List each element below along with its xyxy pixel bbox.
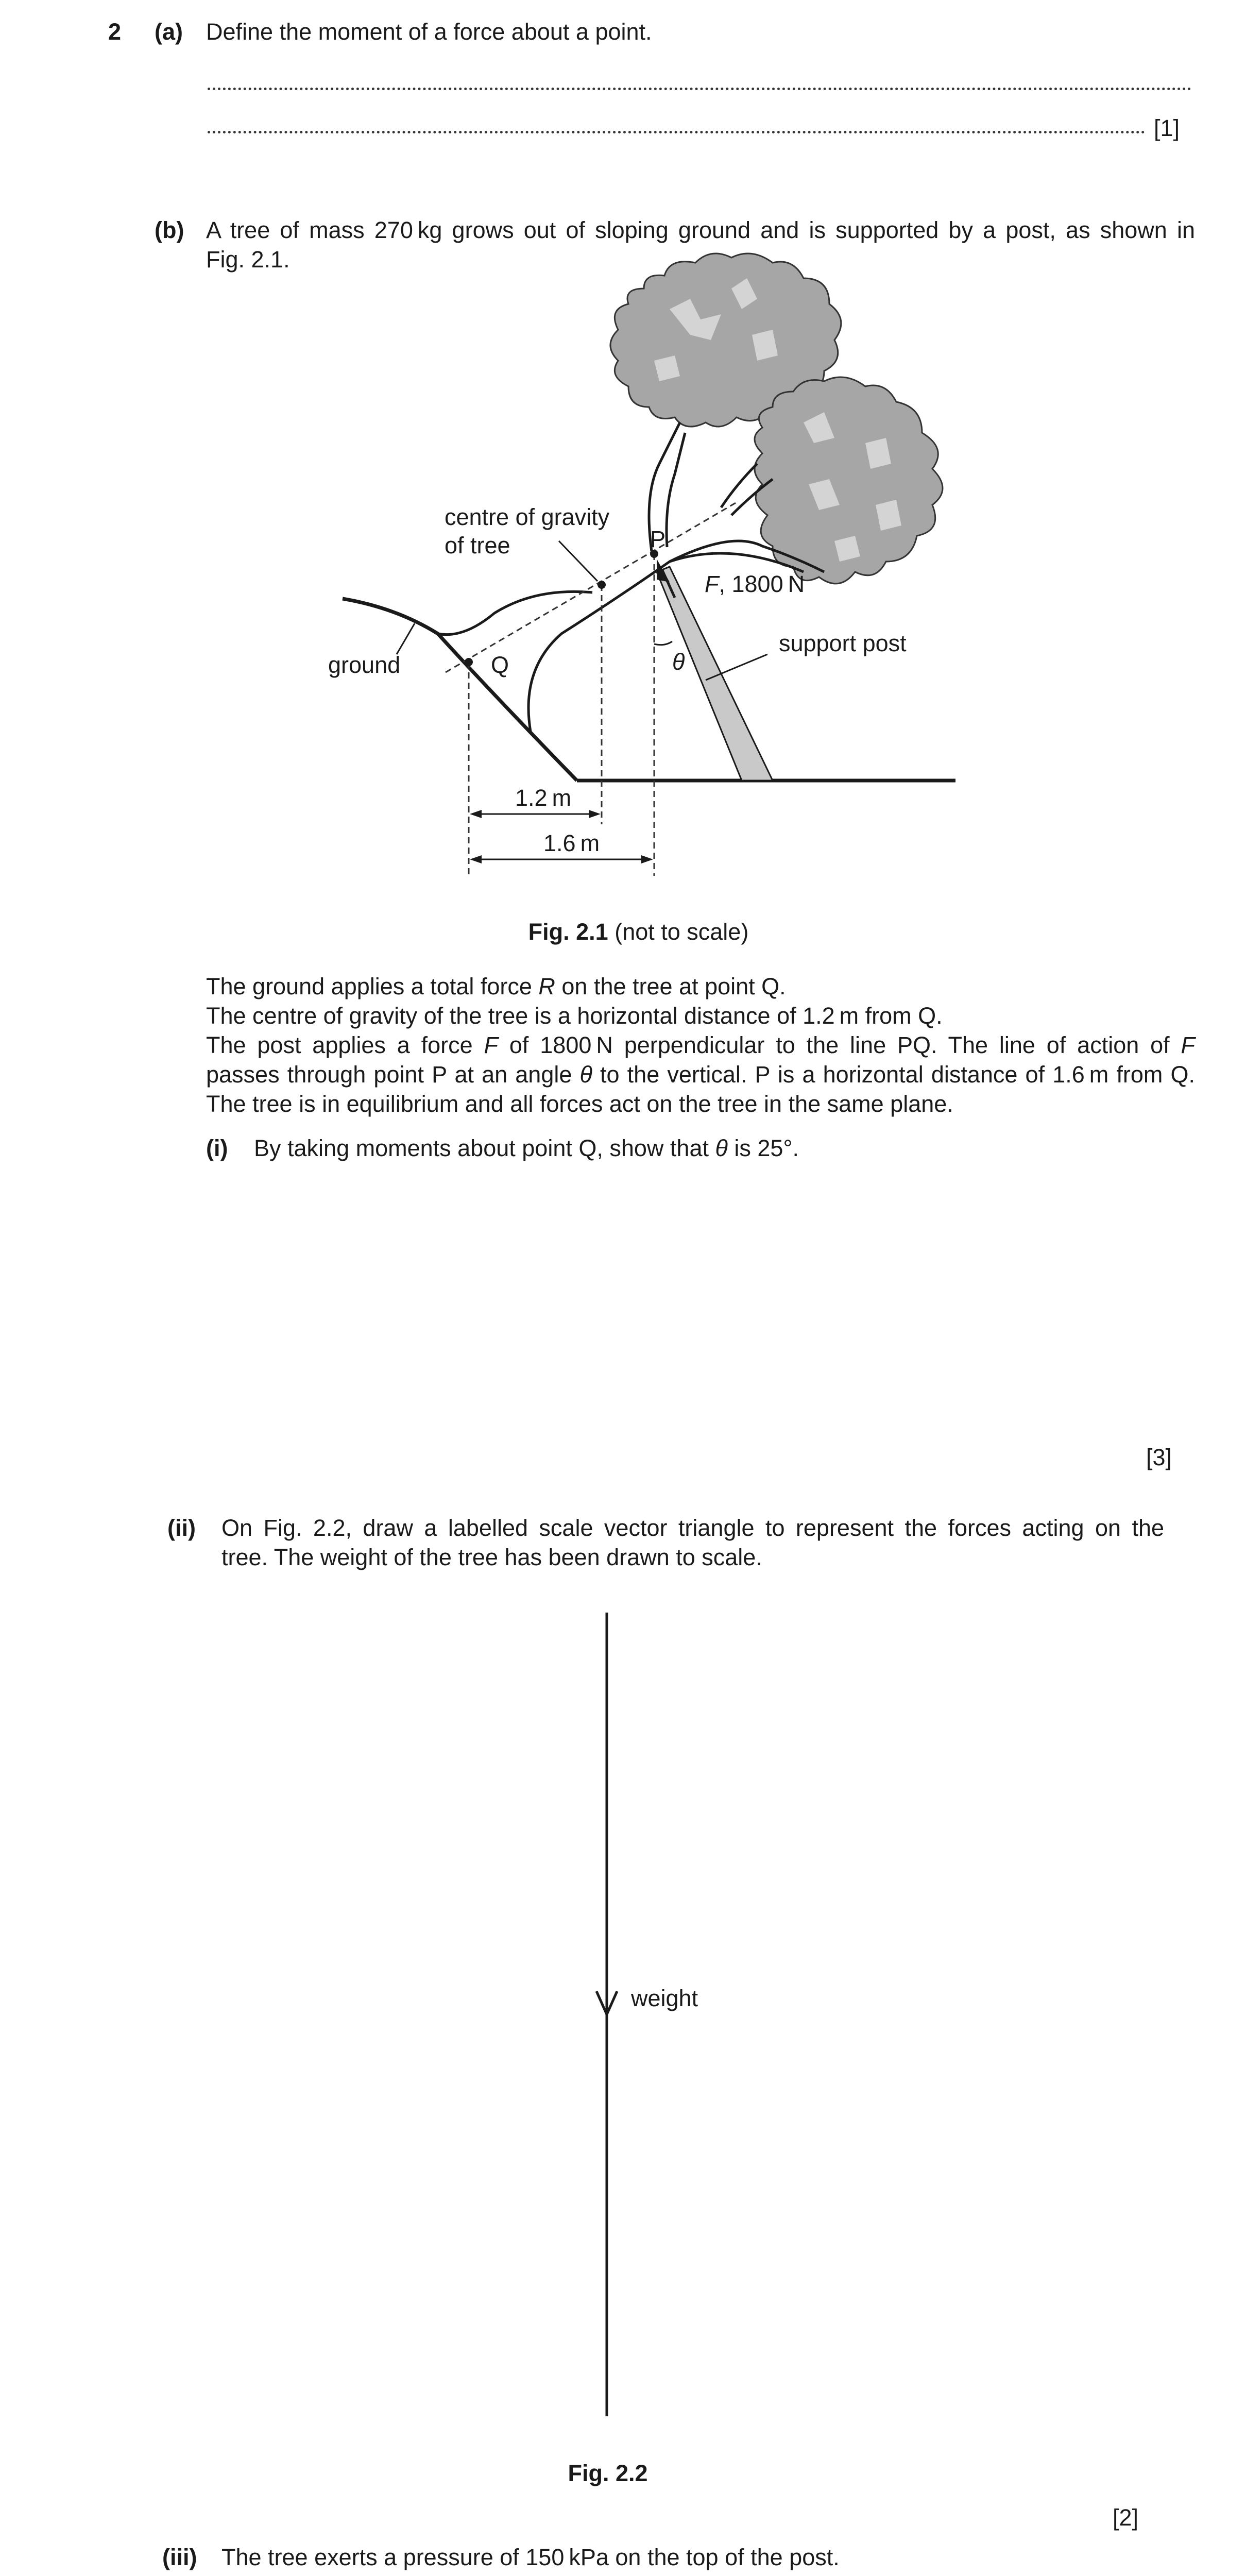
part-a-text: Define the moment of a force about a point. bbox=[206, 19, 652, 45]
theta-arc bbox=[654, 641, 672, 645]
figure-2-1 bbox=[0, 0, 1246, 927]
dim-2-label: 1.6 m bbox=[543, 830, 600, 856]
part-a-marks: [1] bbox=[1154, 115, 1180, 141]
part-i-label: (i) bbox=[206, 1135, 228, 1161]
fig-2-2-caption: Fig. 2.2 bbox=[568, 2460, 648, 2486]
para-line-3: The post applies a force F of 1800 N perpendicular to the line PQ. The line of action of F bbox=[206, 1032, 1195, 1058]
label-F-value: , 1800 N bbox=[719, 571, 805, 597]
part-ii-label: (ii) bbox=[167, 1515, 196, 1541]
part-iii-line-1: The tree exerts a pressure of 150 kPa on the top of the post. bbox=[221, 2544, 840, 2570]
point-Q bbox=[465, 658, 473, 666]
label-theta: θ bbox=[672, 649, 685, 675]
part-iii-label: (iii) bbox=[162, 2544, 197, 2570]
label-F bbox=[705, 569, 805, 599]
fig-2-1-caption-rest: (not to scale) bbox=[608, 919, 749, 945]
para-line-1: The ground applies a total force R on the tree at point Q. bbox=[206, 973, 786, 999]
figure-2-2[interactable] bbox=[577, 1607, 628, 2421]
part-ii-marks: [2] bbox=[1113, 2504, 1139, 2531]
part-i-marks: [3] bbox=[1146, 1444, 1172, 1470]
label-P: P bbox=[650, 526, 666, 552]
fig-2-1-caption bbox=[0, 917, 1246, 946]
cog-leader bbox=[559, 541, 598, 581]
para-line-5: The tree is in equilibrium and all forces act on the tree in the same plane. bbox=[206, 1091, 953, 1117]
part-a-label: (a) bbox=[155, 19, 183, 45]
ground-slope bbox=[343, 599, 577, 781]
label-F-symbol: F bbox=[705, 571, 719, 597]
label-cog-2: of tree bbox=[445, 532, 510, 558]
part-ii-line-2: tree. The weight of the tree has been drawn to scale. bbox=[221, 1544, 762, 1570]
para-line-4: passes through point P at an angle θ to the vertical. P is a horizontal distance of 1.6 m from Q. bbox=[206, 1061, 1195, 1088]
label-Q: Q bbox=[491, 652, 509, 678]
para-line-2: The centre of gravity of the tree is a horizontal distance of 1.2 m from Q. bbox=[206, 1003, 943, 1029]
label-cog-1: centre of gravity bbox=[445, 504, 610, 530]
part-b-label: (b) bbox=[155, 217, 184, 243]
part-ii-line-1: On Fig. 2.2, draw a labelled scale vector triangle to represent the forces acting on the bbox=[221, 1515, 1164, 1541]
ground-leader bbox=[397, 623, 415, 654]
label-support-post: support post bbox=[779, 630, 907, 656]
part-b-intro-1: A tree of mass 270 kg grows out of sloping ground and is supported by a post, as shown in bbox=[206, 217, 1195, 243]
part-i-text: By taking moments about point Q, show that θ is 25°. bbox=[254, 1135, 799, 1161]
weight-label: weight bbox=[631, 1985, 698, 2011]
question-number: 2 bbox=[108, 19, 122, 45]
point-cog bbox=[598, 581, 606, 589]
part-b-intro-2: Fig. 2.1. bbox=[206, 246, 290, 273]
dim-1-label: 1.2 m bbox=[515, 785, 572, 811]
fig-2-1-caption-bold: Fig. 2.1 bbox=[528, 919, 608, 945]
label-ground: ground bbox=[328, 652, 401, 678]
